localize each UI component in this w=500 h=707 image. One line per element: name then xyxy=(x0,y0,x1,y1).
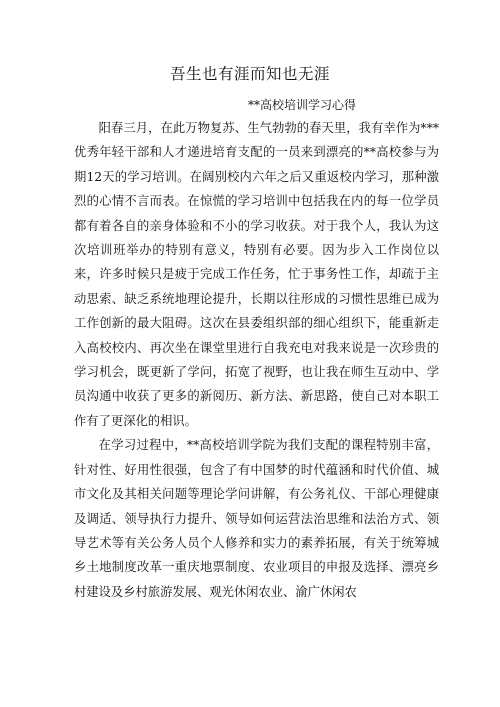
document-title: 吾生也有涯而知也无涯 xyxy=(169,65,330,83)
paragraph: 阳春三月，在此万物复苏、生气勃勃的春天里，我有幸作为***优秀年轻干部和人才递进培育支配的一员来到漂亮的**高校参与为期12天的学习培训。在阔别校内六年之后又重返校内学习，那种激烈的心情不言而表。在惊慌的学习培训中包括我在内的每一位学员都有着各自的亲身体验和不小的学习收获。对于我个人，我认为这次培训班举办的特别有意义，特别有必要。因为步入工作岗位以来，许多时候只是疲于完成工作任务，忙于事务性工作，却疏于主动思索、缺乏系统地理论提升，长期以往形成的习惯性思维已成为工作创新的最大阻碍。这次在县委组织部的细心组织下，能重新走入高校校内、再次坐在课堂里进行自我充电对我来说是一次珍贵的学习机会，既更新了学问，拓宽了视野，也让我在师生互动中、学员沟通中收获了更多的新阅历、新方法、新思路，使自己对本职工作有了更深化的相识。 xyxy=(74,121,439,428)
document-subtitle: **高校培训学习心得 xyxy=(248,98,357,112)
paragraph: 在学习过程中，**高校培训学院为我们支配的课程特别丰富，针对性、好用性很强，包含了有中国梦的时代蕴涵和时代价值、城市文化及其相关问题等理论学问讲解，有公务礼仪、干部心理健康及调适、领导执行力提升、领导如何运营法治思维和法治方式、领导艺术等有关公务人员个人修养和实力的素养拓展，有关于统筹城乡土地制度改革一重庆地票制度、农业项目的申报及选择、漂亮乡村建设及乡村旅游发展、观光休闲农业、渝广休闲农 xyxy=(74,438,439,599)
document-body xyxy=(74,116,439,604)
